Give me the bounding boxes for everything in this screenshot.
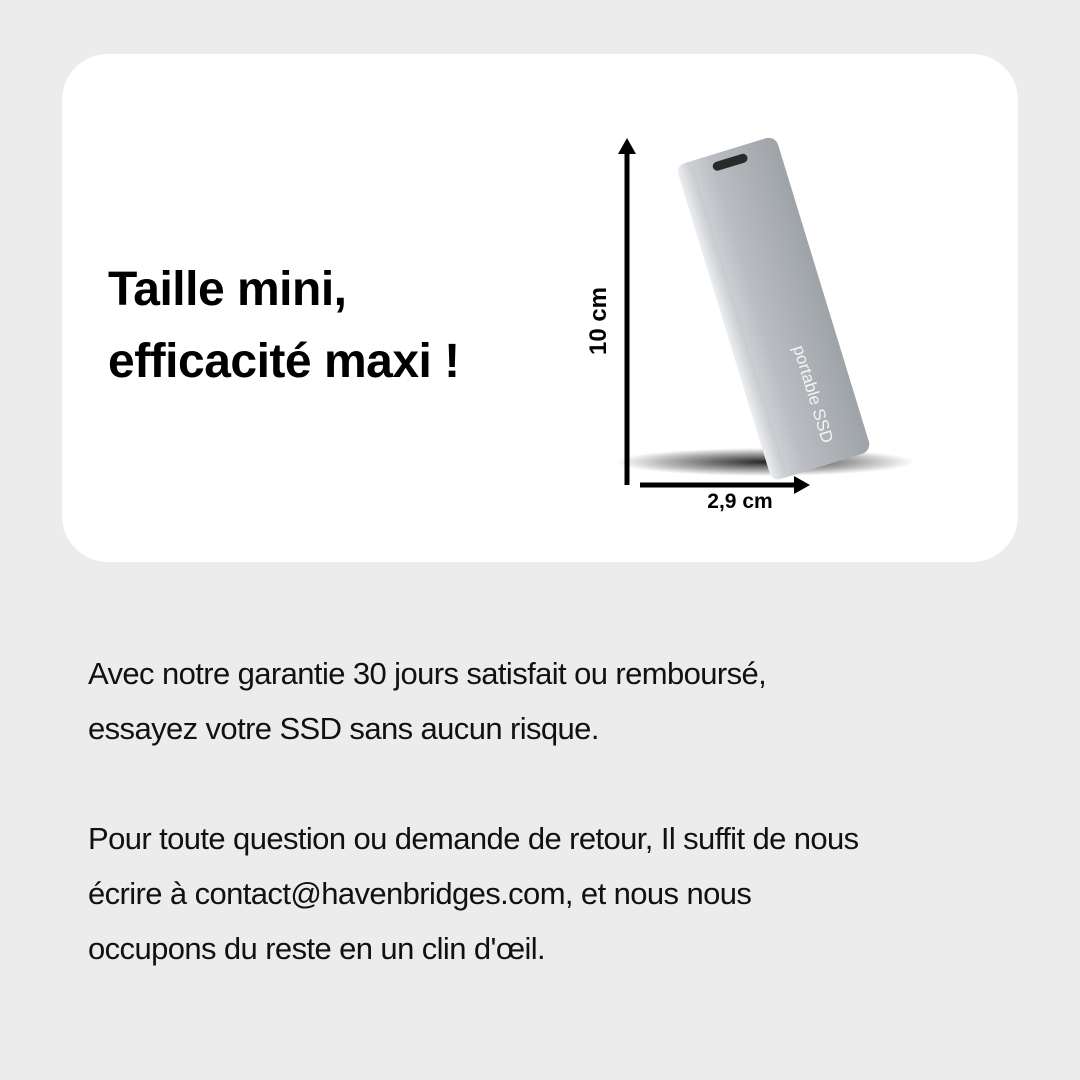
guarantee-paragraph — [88, 646, 1028, 756]
guarantee-line-2: essayez votre SSD sans aucun risque. — [88, 711, 599, 746]
headline-line-1: Taille mini, — [108, 263, 347, 316]
height-label: 10 cm — [585, 286, 612, 356]
headline — [108, 254, 460, 398]
headline-line-2: efficacité maxi ! — [108, 335, 460, 388]
ssd-dimension-figure — [560, 120, 940, 540]
width-arrowhead-icon — [794, 476, 810, 494]
contact-line-3: occupons du reste en un clin d'œil. — [88, 931, 546, 966]
device-engraving: portable SSD — [789, 343, 837, 446]
guarantee-line-1: Avec notre garantie 30 jours satisfait ou remboursé, — [88, 656, 767, 691]
portable-ssd-icon — [676, 135, 872, 481]
contact-line-2: écrire à contact@havenbridges.com, et nous nous — [88, 876, 752, 911]
width-label: 2,9 cm — [707, 490, 773, 513]
contact-paragraph — [88, 811, 1028, 976]
contact-line-1: Pour toute question ou demande de retour, Il suffit de nous — [88, 821, 859, 856]
height-arrowhead-icon — [618, 138, 636, 154]
guarantee-text — [88, 646, 1028, 976]
